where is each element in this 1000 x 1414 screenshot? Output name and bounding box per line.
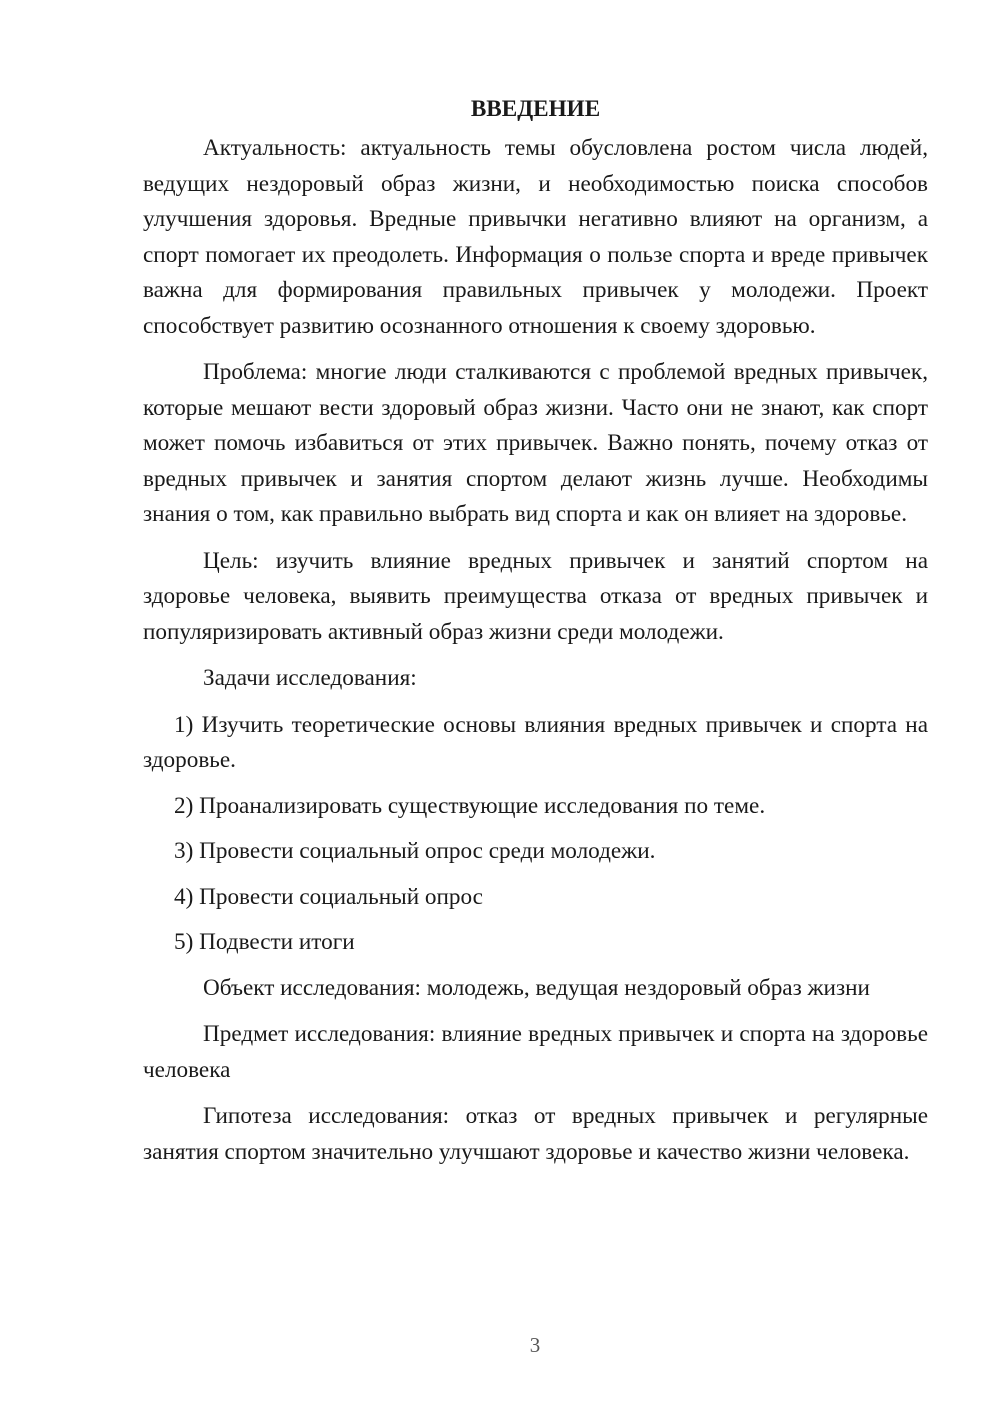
problem-paragraph: Проблема: многие люди сталкиваются с проблемой вредных привычек, которые мешают вести здоровый образ жизни. Часто они не знают, как спорт может помочь избавиться от этих привычек. Важно понять, почему отказ от вредных привычек и занятия спортом делают жизнь лучше. Необходимы знания о том, как правильно выбрать вид спорта и как он влияет на здоровье. — [143, 359, 928, 527]
task-item-5: 5) Подвести итоги — [174, 929, 355, 955]
research-subject-paragraph: Предмет исследования: влияние вредных привычек и спорта на здоровье человека — [143, 1021, 928, 1083]
hypothesis-paragraph: Гипотеза исследования: отказ от вредных привычек и регулярные занятия спортом значительно улучшают здоровье и качество жизни человека. — [143, 1103, 928, 1165]
section-heading: ВВЕДЕНИЕ — [470, 96, 601, 122]
research-object-paragraph: Объект исследования: молодежь, ведущая нездоровый образ жизни — [203, 974, 870, 1001]
page-number: 3 — [529, 1333, 541, 1357]
tasks-title: Задачи исследования: — [203, 665, 417, 691]
relevance-paragraph: Актуальность: актуальность темы обусловлена ростом числа людей, ведущих нездоровый образ жизни, и необходимостью поиска способов улучшения здоровья. Вредные привычки негативно влияют на организм, а спорт помогает их преодолеть. Информация о пользе спорта и вреде привычек важна для формирования правильных привычек у молодежи. Проект способствует развитию осознанного отношения к своему здоровью. — [143, 135, 928, 339]
goal-paragraph: Цель: изучить влияние вредных привычек и занятий спортом на здоровье человека, выявить преимущества отказа от вредных привычек и популяризировать активный образ жизни среди молодежи. — [143, 547, 928, 645]
task-item-3: 3) Провести социальный опрос среди молодежи. — [174, 838, 656, 864]
task-item-4: 4) Провести социальный опрос — [174, 883, 483, 910]
task-item-1: 1) Изучить теоретические основы влияния вредных привычек и спорта на здоровье. — [143, 711, 928, 773]
task-item-2: 2) Проанализировать существующие исследования по теме. — [174, 792, 766, 819]
document-page — [143, 92, 928, 1181]
